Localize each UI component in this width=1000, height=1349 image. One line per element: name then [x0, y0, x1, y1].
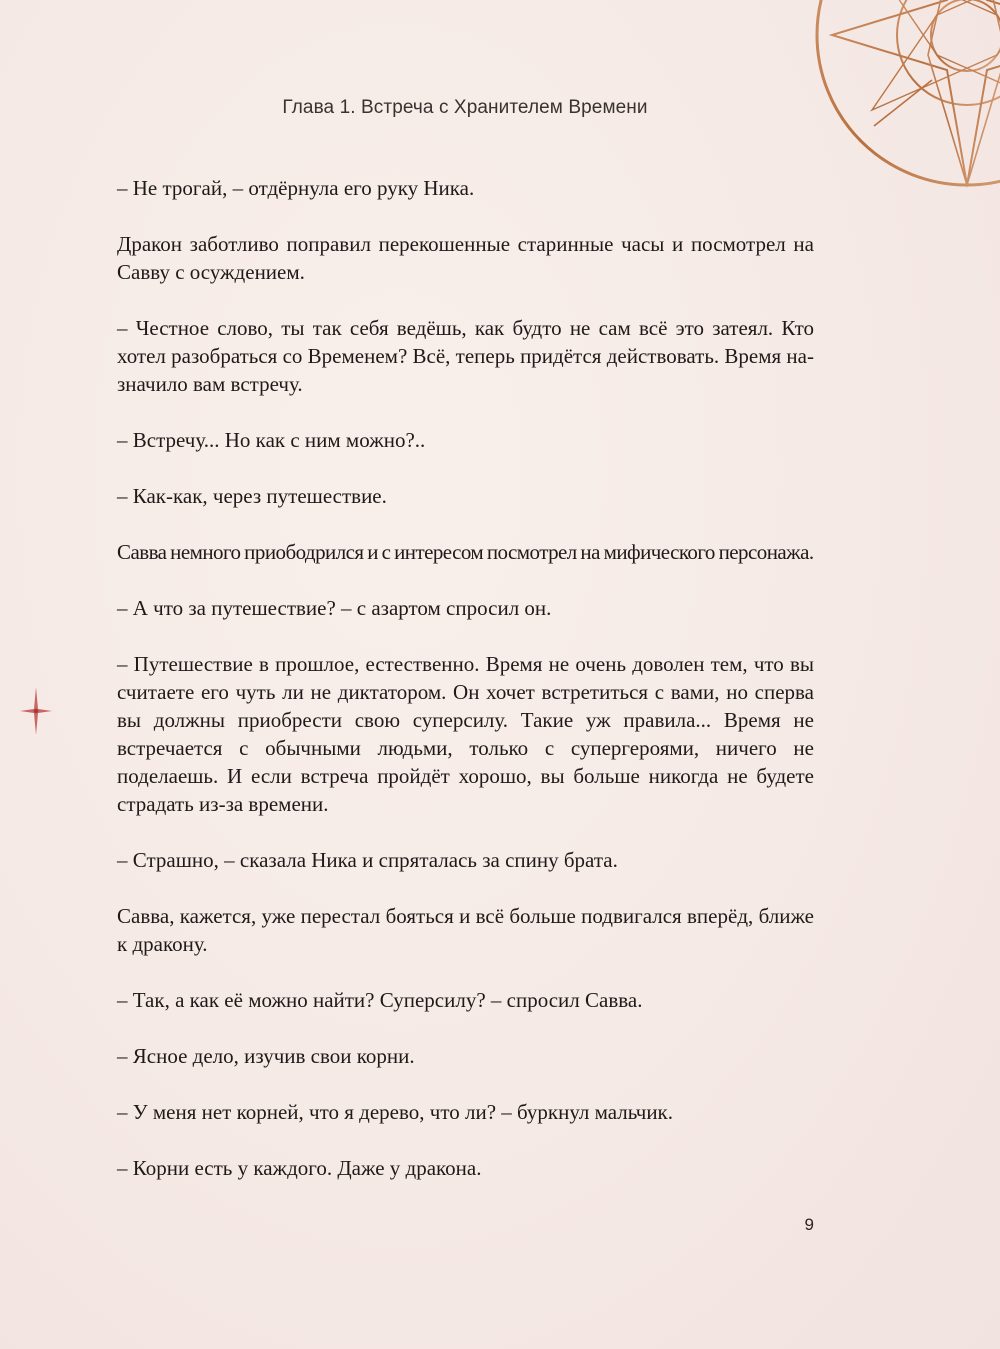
paragraph: – Как-как, через путешествие. [117, 484, 387, 508]
paragraph: – У меня нет корней, что я дерево, что ли? – буркнул мальчик. [117, 1100, 674, 1124]
paragraph: – Честное слово, ты так себя ведёшь, как будто не сам всё это затеял. Кто хотел разобраться со Временем? Всё, теперь придётся действовать. Время назначило вам встречу. [117, 316, 814, 396]
paragraph: – Не трогай, – отдёрнула его руку Ника. [117, 176, 475, 200]
paragraph: Савва, кажется, уже перестал бояться и всё больше подвигался вперёд, ближе к дракону. [117, 904, 814, 956]
sparkle-star-icon [18, 685, 54, 737]
paragraph: Дракон заботливо поправил перекошенные старинные часы и посмотрел на Савву с осуждением. [117, 232, 814, 284]
paragraph: – Путешествие в прошлое, естественно. Время не очень доволен тем, что вы считаете его чуть ли не диктатором. Он хочет встретиться с вами, но сперва вы должны приобрести свою суперсилу. Такие уж правила... Время не встречается с обычными людьми, только с супергероями, ничего не поделаешь. И если встреча пройдёт хорошо, вы больше никогда не будете страдать из-за времени. [117, 652, 814, 816]
paragraph: – Ясное дело, изучив свои корни. [117, 1044, 415, 1068]
body-text [117, 174, 814, 1210]
paragraph: Савва немного приободрился и с интересом посмотрел на мифического персонажа. [117, 540, 814, 564]
chapter-header: Глава 1. Встреча с Хранителем Времени [282, 97, 648, 118]
paragraph: – Страшно, – сказала Ника и спряталась за спину брата. [117, 848, 618, 872]
paragraph: – Так, а как её можно найти? Суперсилу? – спросил Савва. [117, 988, 643, 1012]
paragraph: – Корни есть у каждого. Даже у дракона. [117, 1156, 482, 1180]
compass-star-icon [812, 0, 1000, 190]
paragraph: – А что за путешествие? – с азартом спросил он. [117, 596, 552, 620]
paragraph: – Встречу... Но как с ним можно?.. [117, 428, 426, 452]
page-number: 9 [804, 1215, 814, 1234]
